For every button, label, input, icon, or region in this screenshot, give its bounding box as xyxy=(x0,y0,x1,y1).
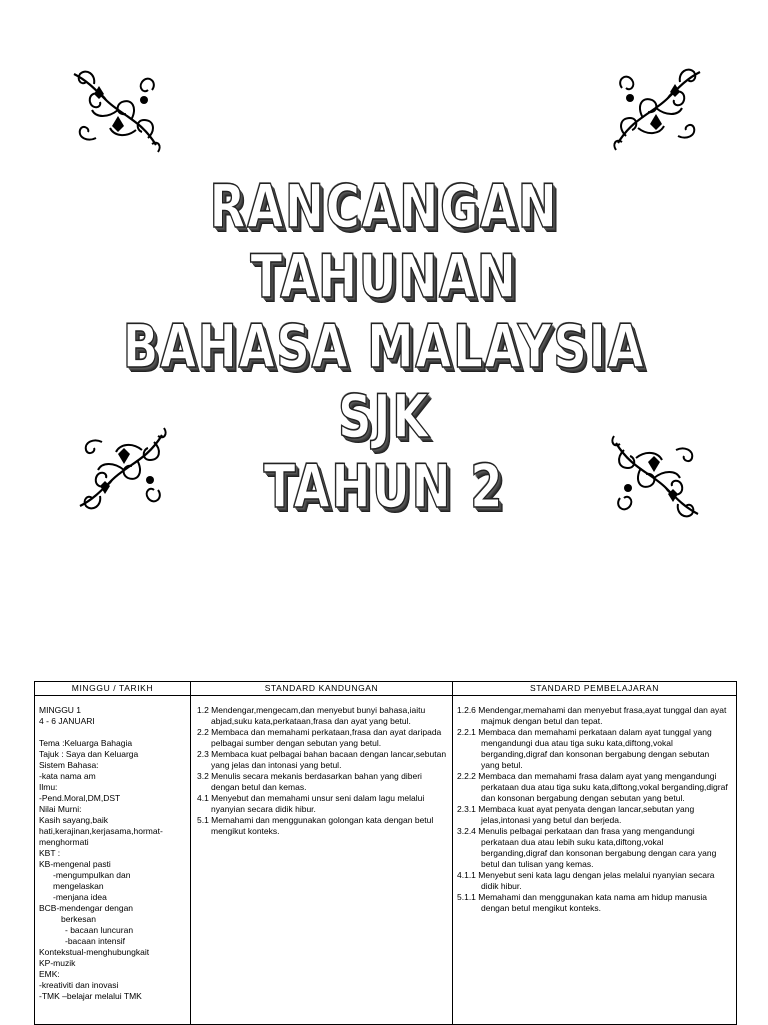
language-system-item: -kata nama am xyxy=(39,771,96,781)
kb-item: -menjana idea xyxy=(53,892,107,902)
list-item: 5.1.1 Memahami dan menggunakan kata nama am hidup manusia dengan betul mengikut konteks. xyxy=(457,892,707,913)
list-item: 4.1.1 Menyebut seni kata lagu dengan jelas melalui nyanyian secara didik hibur. xyxy=(457,870,715,891)
knowledge-label: Ilmu: xyxy=(39,782,58,792)
list-item: 1.2.6 Mendengar,memahami dan menyebut frasa,ayat tunggal dan ayat majmuk dengan betul dan tepat. xyxy=(457,705,727,726)
list-item: 2.3.1 Membaca kuat ayat penyata dengan lancar,sebutan yang jelas,intonasi yang betul dan berjeda. xyxy=(457,804,695,825)
language-system-label: Sistem Bahasa: xyxy=(39,760,99,770)
values-line: menghormati xyxy=(39,837,89,847)
week-cell xyxy=(35,696,191,1025)
kp-text: KP-muzik xyxy=(39,958,76,968)
kb-item: -mengumpulkan dan xyxy=(53,870,131,880)
kbt-label: KBT : xyxy=(39,848,61,858)
flourish-ornament-icon xyxy=(608,58,708,158)
list-item: 5.1 Memahami dan menggunakan golongan kata dengan betul mengikut konteks. xyxy=(197,815,434,836)
title-line-2: BAHASA MALAYSIA SJK xyxy=(122,312,646,452)
emk-item: -kreativiti dan inovasi xyxy=(39,980,119,990)
knowledge-item: -Pend.Moral,DM,DST xyxy=(39,793,121,803)
list-item: 2.2.1 Membaca dan memahami perkataan dalam ayat tunggal yang mengandungi dua atau tiga suku kata,diftong,vokal berganding,digraf dan konsonan bergabung dengan sebutan yang betul. xyxy=(457,727,712,770)
values-line: Kasih sayang,baik xyxy=(39,815,108,825)
table-header-row xyxy=(35,682,737,696)
kb-item: mengelaskan xyxy=(53,881,104,891)
content-standard-cell xyxy=(191,696,453,1025)
values-line: hati,kerajinan,kerjasama,hormat- xyxy=(39,826,163,836)
bcb-item: -bacaan intensif xyxy=(65,936,126,946)
learning-standard-cell xyxy=(453,696,737,1025)
table-row xyxy=(35,696,737,1025)
header-minggu-tarikh: MINGGU / TARIKH xyxy=(35,682,191,696)
bcb-label: BCB-mendengar dengan xyxy=(39,903,134,913)
topic-text: Tajuk : Saya dan Keluarga xyxy=(39,749,139,759)
page-title xyxy=(0,172,768,522)
list-item: 3.2 Menulis secara mekanis berdasarkan bahan yang diberi dengan betul dan kemas. xyxy=(197,771,422,792)
bcb-label: berkesan xyxy=(61,914,96,924)
flourish-ornament-icon xyxy=(66,60,166,160)
title-line-3: TAHUN 2 xyxy=(263,452,505,522)
list-item: 2.3 Membaca kuat pelbagai bahan bacaan dengan lancar,sebutan yang jelas dan intonasi yang betul. xyxy=(197,749,447,770)
header-standard-kandungan: STANDARD KANDUNGAN xyxy=(191,682,453,696)
contextual-text: Kontekstual-menghubungkait xyxy=(39,947,150,957)
bcb-item: - bacaan luncuran xyxy=(65,925,134,935)
list-item: 2.2.2 Membaca dan memahami frasa dalam ayat yang mengandungi perkataan dua atau tiga suku kata,diftong,vokal berganding,digraf dan konsonan bergabung dengan sebutan yang betul. xyxy=(457,771,728,803)
week-number: MINGGU 1 xyxy=(39,705,82,715)
week-date: 4 - 6 JANUARI xyxy=(39,716,95,726)
emk-label: EMK: xyxy=(39,969,60,979)
theme-text: Tema :Keluarga Bahagia xyxy=(39,738,133,748)
emk-item: -TMK –belajar melalui TMK xyxy=(39,991,142,1001)
header-standard-pembelajaran: STANDARD PEMBELAJARAN xyxy=(453,682,737,696)
kb-label: KB-mengenal pasti xyxy=(39,859,111,869)
list-item: 1.2 Mendengar,mengecam,dan menyebut bunyi bahasa,iaitu abjad,suku kata,perkataan,frasa dan ayat yang betul. xyxy=(197,705,426,726)
list-item: 4.1 Menyebut dan memahami unsur seni dalam lagu melalui nyanyian secara didik hibur. xyxy=(197,793,425,814)
values-label: Nilai Murni: xyxy=(39,804,82,814)
list-item: 2.2 Membaca dan memahami perkataan,frasa dan ayat daripada pelbagai sumber dengan sebutan yang betul. xyxy=(197,727,442,748)
list-item: 3.2.4 Menulis pelbagai perkataan dan frasa yang mengandungi perkataan dua atau lebih suku kata,diftong,vokal berganding,digraf dan konsonan bergabung dengan cara yang betul dan tulisan yang kemas. xyxy=(457,826,717,869)
title-line-1: RANCANGAN TAHUNAN xyxy=(209,172,559,312)
yearly-plan-table xyxy=(34,681,737,1025)
